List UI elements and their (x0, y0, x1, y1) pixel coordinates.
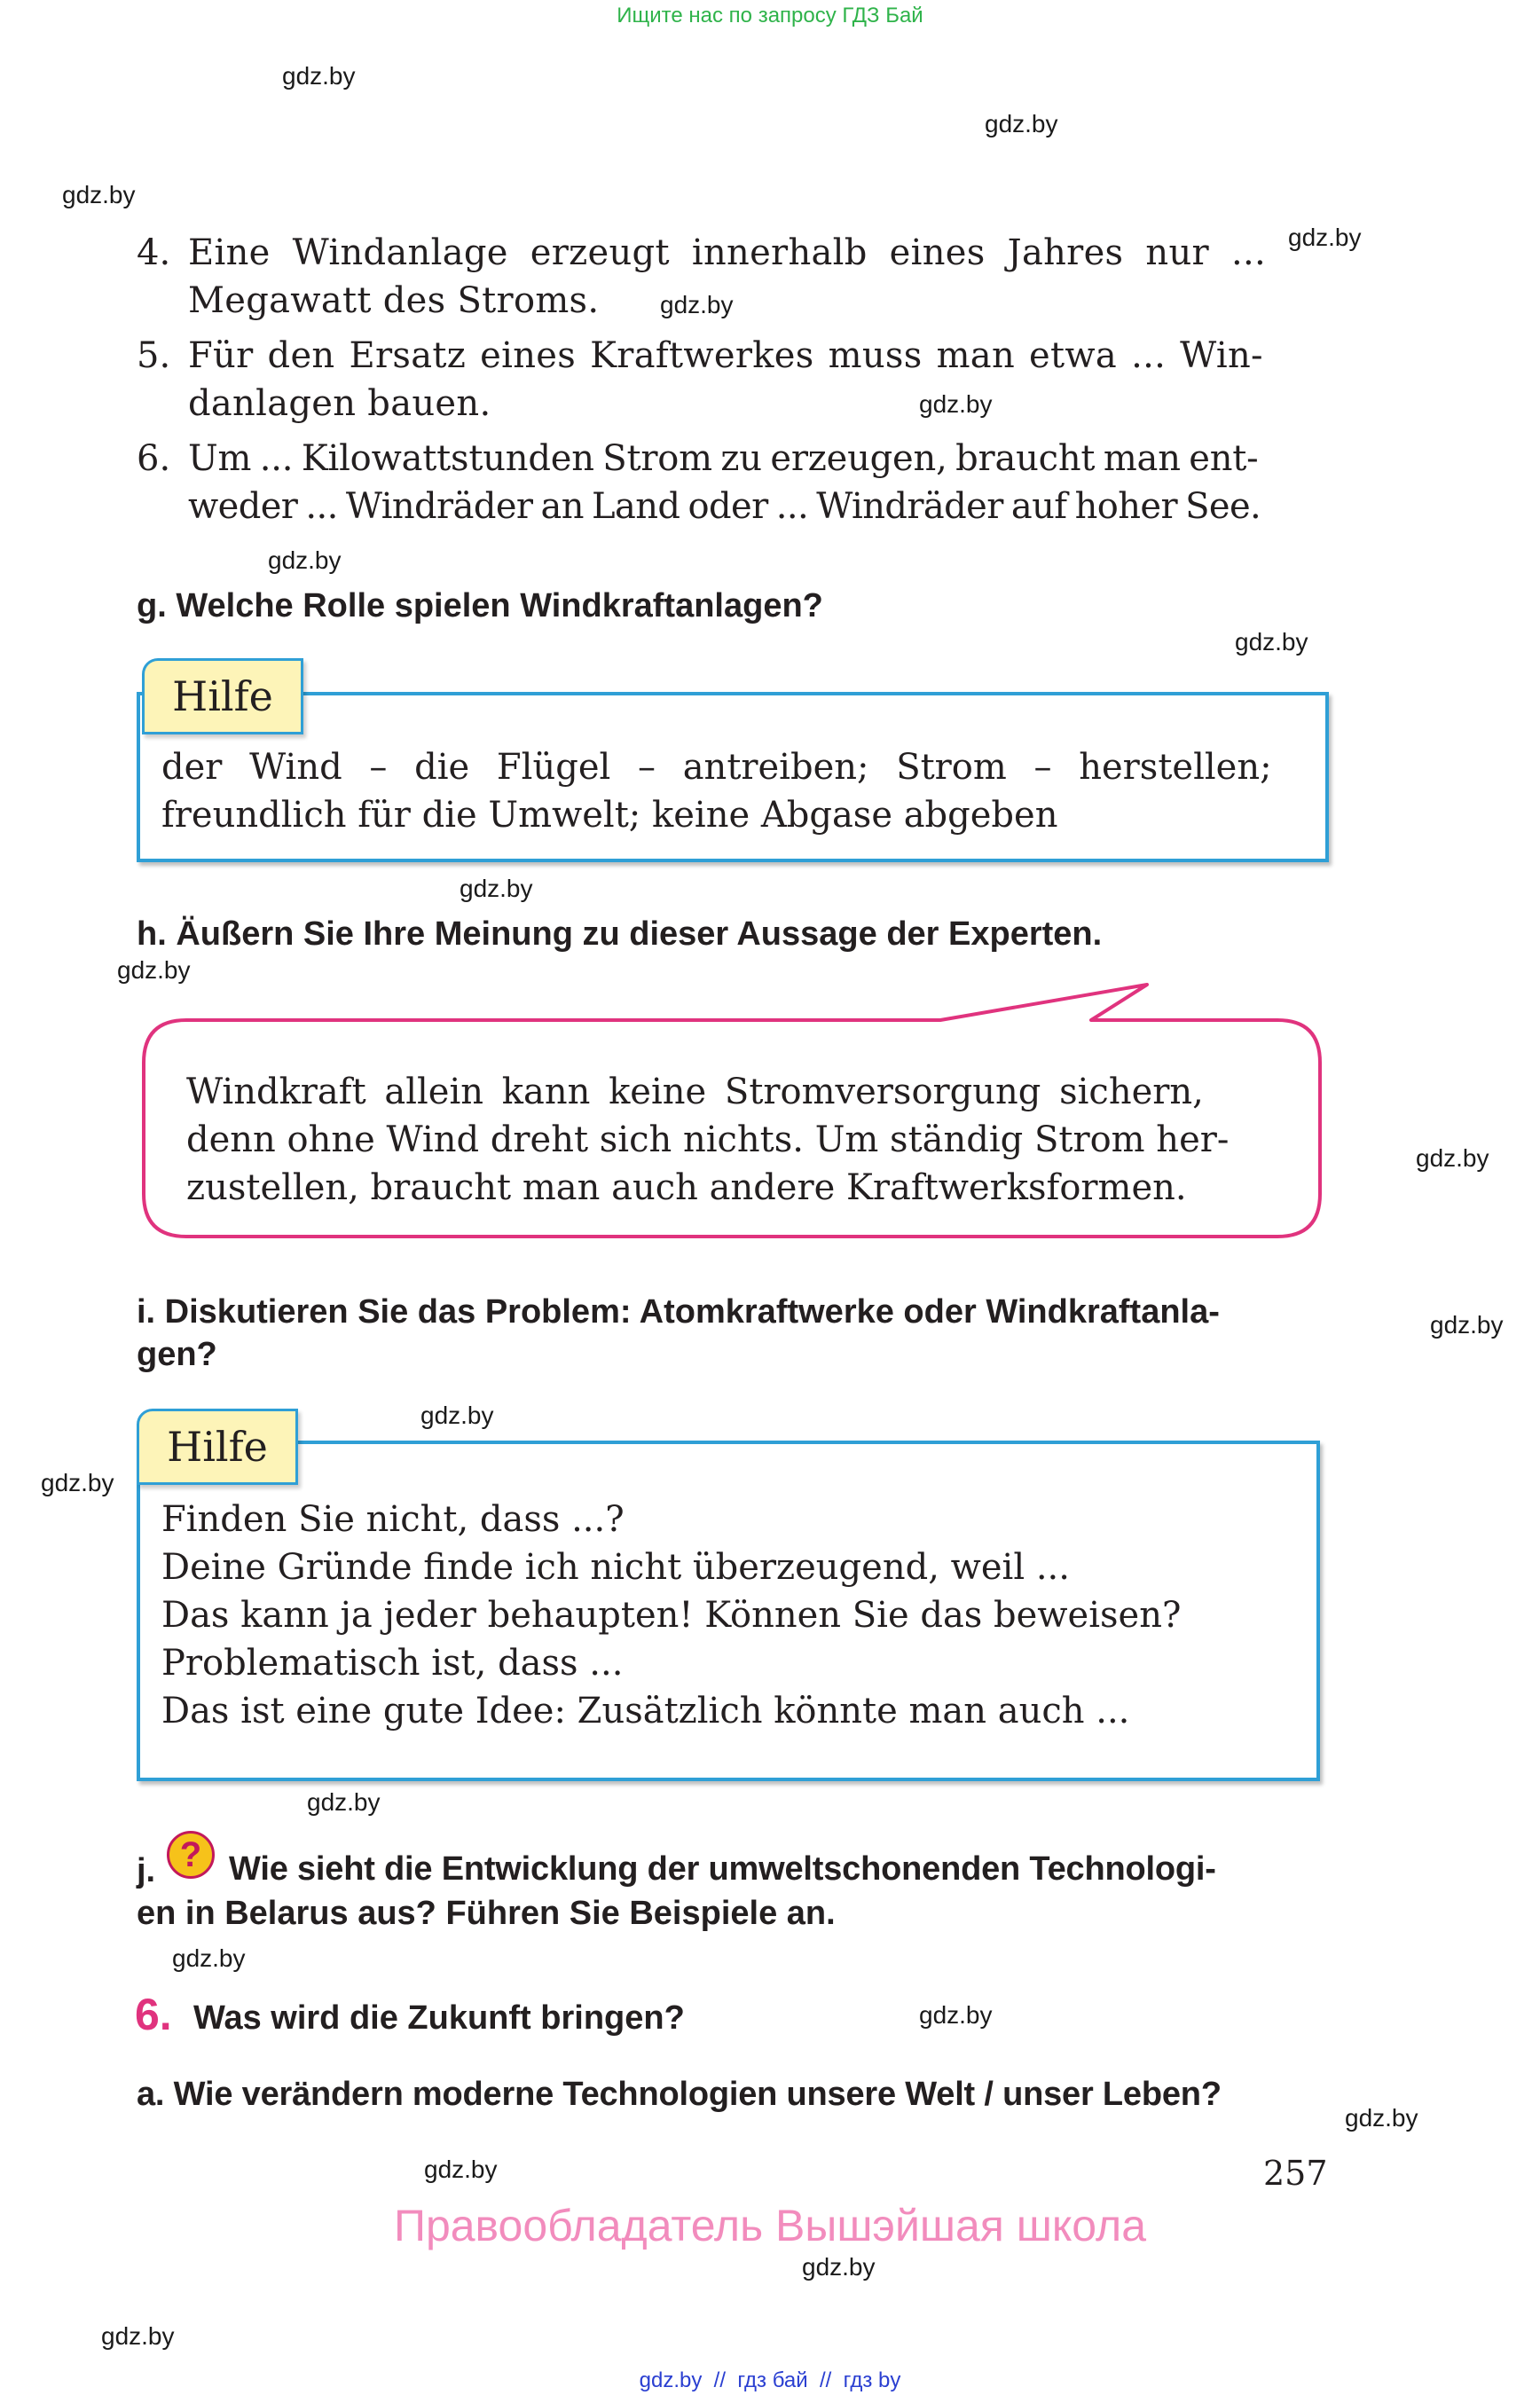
speech-text-line: zustellen, braucht man auch andere Kraftwerksformen. (186, 1167, 1187, 1208)
hilfe-text-line: Finden Sie nicht, dass ...? (161, 1499, 625, 1540)
hilfe-tab: Hilfe (142, 658, 303, 734)
section-number: 6. (135, 1990, 172, 2039)
task-i-heading: i. Diskutieren Sie das Problem: Atomkraftwerke oder Windkraftanla- (137, 1293, 1220, 1331)
hilfe-text-line: Das ist eine gute Idee: Zusätzlich könnte man auch ... (161, 1691, 1130, 1732)
task-i-heading-cont: gen? (137, 1336, 217, 1373)
list-number: 5. (137, 335, 171, 376)
watermark: gdz.by (420, 1402, 494, 1429)
watermark: gdz.by (1288, 224, 1362, 251)
hilfe-text-line: Problematisch ist, dass ... (161, 1643, 624, 1684)
task-g-heading: g. Welche Rolle spielen Windkraftanlagen? (137, 587, 823, 624)
list-item-line: Eine Windanlage erzeugt innerhalb eines Jahres nur ... (188, 232, 1267, 273)
watermark: gdz.by (172, 1944, 246, 1972)
watermark: gdz.by (117, 956, 191, 984)
speech-bubble (133, 976, 1331, 1260)
watermark: gdz.by (1416, 1144, 1489, 1172)
hilfe-text-line: freundlich für die Umwelt; keine Abgase abgeben (161, 795, 1058, 836)
footer-links[interactable]: gdz.by // гдз бай // гдз by (639, 2368, 901, 2392)
watermark: gdz.by (1430, 1311, 1504, 1339)
task-h-heading: h. Äußern Sie Ihre Meinung zu dieser Aussage der Experten. (137, 915, 1103, 953)
task-a-heading: a. Wie verändern moderne Technologien unsere Welt / unser Leben? (137, 2076, 1222, 2113)
task-j-label: j. (137, 1852, 156, 1889)
watermark: gdz.by (919, 390, 993, 418)
watermark: gdz.by (41, 1469, 114, 1496)
watermark: gdz.by (660, 291, 734, 318)
watermark: gdz.by (282, 62, 356, 90)
watermark: gdz.by (62, 181, 136, 208)
watermark: gdz.by (919, 2001, 993, 2029)
watermark: gdz.by (268, 546, 342, 574)
speech-text-line: denn ohne Wind dreht sich nichts. Um ständig Strom her- (186, 1119, 1230, 1160)
speech-text-line: Windkraft allein kann keine Stromversorgung sichern, (186, 1072, 1204, 1112)
list-item-line: Für den Ersatz eines Kraftwerkes muss man etwa ... Win- (188, 335, 1263, 376)
list-number: 4. (137, 232, 171, 273)
watermark: gdz.by (1235, 628, 1308, 656)
list-item-line: weder ... Windräder an Land oder ... Windräder auf hoher See. (188, 486, 1261, 527)
watermark: gdz.by (101, 2322, 175, 2350)
watermark: gdz.by (460, 875, 533, 902)
hilfe-text-line: der Wind – die Flügel – antreiben; Strom – herstellen; (161, 747, 1272, 788)
watermark: gdz.by (424, 2156, 498, 2183)
list-item-line: Megawatt des Stroms. (188, 280, 600, 321)
copyright-notice: Правообладатель Вышэйшая школа (394, 2201, 1146, 2250)
section-heading: Was wird die Zukunft bringen? (193, 1999, 685, 2037)
hilfe-tab: Hilfe (137, 1409, 298, 1485)
watermark: gdz.by (307, 1788, 381, 1816)
hilfe-text-line: Das kann ja jeder behaupten! Können Sie das beweisen? (161, 1595, 1182, 1636)
task-j-heading: Wie sieht die Entwicklung der umweltschonenden Technologi- (229, 1850, 1216, 1888)
list-item-line: Um ... Kilowattstunden Strom zu erzeugen, braucht man ent- (188, 438, 1259, 479)
task-j-heading-cont: en in Belarus aus? Führen Sie Beispiele an. (137, 1895, 836, 1932)
watermark: gdz.by (802, 2253, 876, 2281)
list-number: 6. (137, 438, 171, 479)
watermark: gdz.by (985, 110, 1058, 137)
page-number: 257 (1263, 2154, 1328, 2193)
question-icon: ? (167, 1831, 215, 1879)
hilfe-text-line: Deine Gründe finde ich nicht überzeugend, weil ... (161, 1547, 1070, 1588)
watermark: gdz.by (1345, 2104, 1418, 2132)
list-item-line: danlagen bauen. (188, 383, 491, 424)
top-banner[interactable]: Ищите нас по запросу ГДЗ Бай (617, 4, 923, 27)
